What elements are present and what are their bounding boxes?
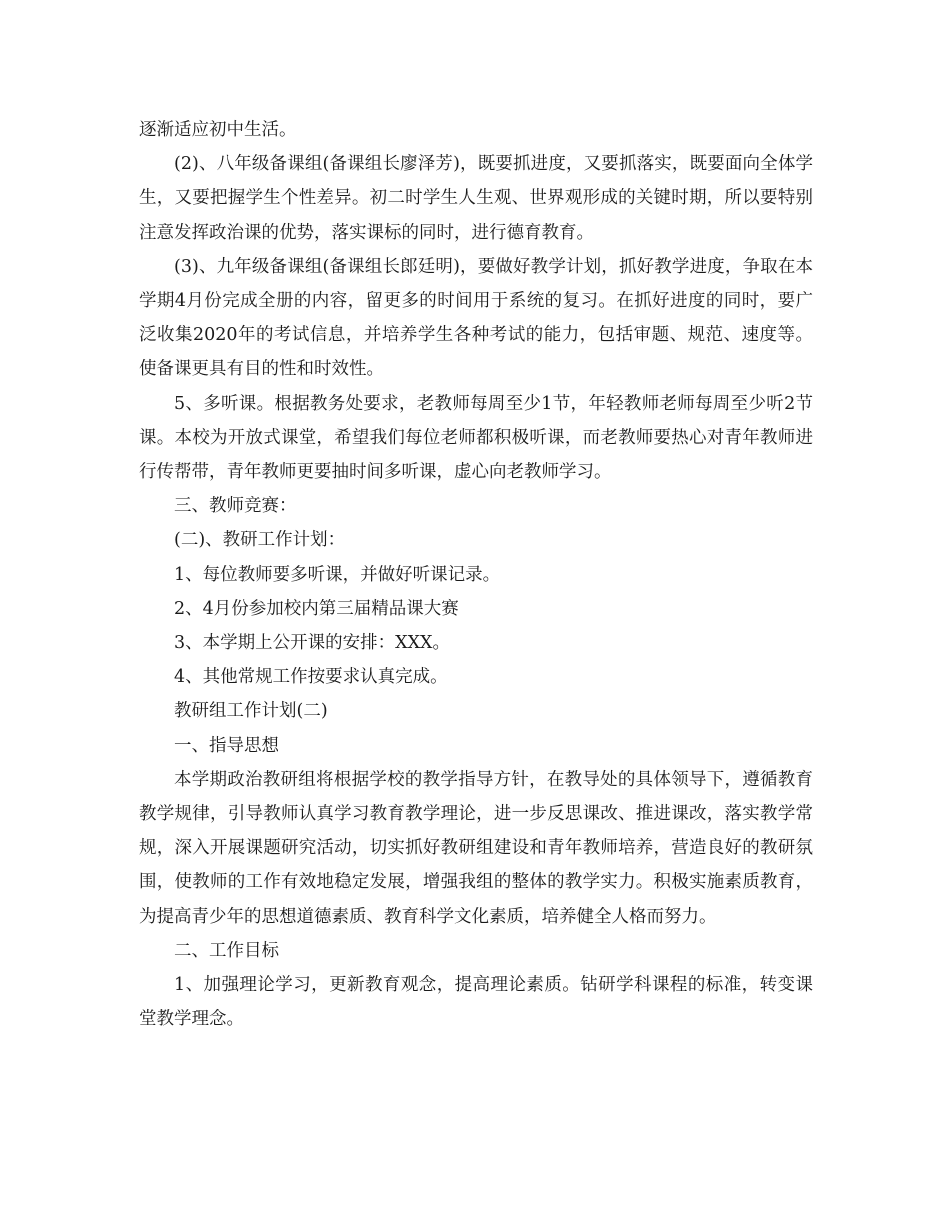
- section-heading-teacher-competition: 三、教师竞赛：: [174, 496, 297, 517]
- section-heading-guiding-ideology: 一、指导思想: [174, 735, 279, 756]
- paragraph-guiding-ideology: 本学期政治教研组将根据学校的教学指导方针，在教导处的具体领导下，遵循教育教学规律，引导教师认真学习教育教学理论，进一步反思课改、推进课改，落实教学常规，深入开展课题研究活动，切实抓好教研组建设和青年教师培养，营造良好的教研氛围，使教师的工作有效地稳定发展，增强我组的整体的教学实力。积极实施素质教育，为提高青少年的思想道德素质、教育科学文化素质，培养健全人格而努力。: [139, 769, 813, 927]
- paragraph-4: 5、多听课。根据教务处要求，老教师每周至少1节，年轻教师老师每周至少听2节课。本校为开放式课堂，希望我们每位老师都积极听课，而老教师要热心对青年教师进行传帮带，青年教师更要抽时间多听课，虚心向老教师学习。: [139, 393, 813, 483]
- paragraph-1: 逐渐适应初中生活。: [139, 120, 297, 140]
- paragraph-work-goal-1: 1、加强理论学习，更新教育观念，提高理论素质。钻研学科课程的标准，转变课堂教学理念。: [139, 975, 813, 1030]
- document-body: [139, 113, 813, 1036]
- paragraph-2: (2)、八年级备课组(备课组长廖泽芳)，既要抓进度，又要抓落实，既要面向全体学生，又要把握学生个性差异。初二时学生人生观、世界观形成的关键时期，所以要特别注意发挥政治课的优势，落实课标的同时，进行德育教育。: [139, 154, 813, 243]
- list-item-2: 2、4月份参加校内第三届精品课大赛: [174, 598, 459, 619]
- document-subtitle: 教研组工作计划(二): [174, 701, 328, 722]
- section-heading-research-plan: (二)、教研工作计划：: [174, 530, 346, 551]
- section-heading-work-goals: 二、工作目标: [174, 940, 279, 961]
- list-item-1: 1、每位教师要多听课，并做好听课记录。: [174, 564, 501, 585]
- list-item-3: 3、本学期上公开课的安排：XXX。: [174, 633, 451, 654]
- list-item-4: 4、其他常规工作按要求认真完成。: [174, 667, 448, 688]
- paragraph-3: (3)、九年级备课组(备课组长郎廷明)，要做好教学计划，抓好教学进度，争取在本学期4月份完成全册的内容，留更多的时间用于系统的复习。在抓好进度的同时，要广泛收集2020年的考试信息，并培养学生各种考试的能力，包括审题、规范、速度等。使备课更具有目的性和时效性。: [139, 256, 813, 380]
